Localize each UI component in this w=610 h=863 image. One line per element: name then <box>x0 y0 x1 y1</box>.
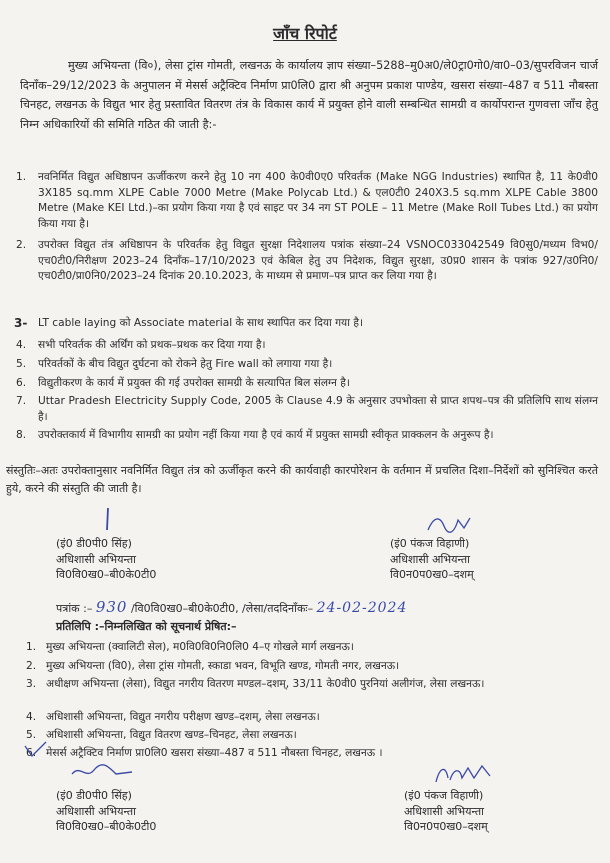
letter-date: 24-02-2024 <box>316 600 408 616</box>
signatory-division: वि0न0प0ख0–दशम् <box>404 820 488 833</box>
signatory-division: वि0वि0ख0–बी0के0टी0 <box>56 820 157 833</box>
signatory-name: (इं0 पंकज विहाणी) <box>390 537 470 550</box>
letter-number: 930 <box>95 598 128 616</box>
signature-block-bottom-left <box>56 788 156 835</box>
signatory-division: वि0न0प0ख0–दशम् <box>390 568 474 581</box>
intro-paragraph <box>20 56 598 134</box>
pen-tick-icon <box>22 740 48 760</box>
signatory-name: (इं0 डी0पी0 सिंह) <box>56 537 132 550</box>
signatory-name: (इं0 डी0पी0 सिंह) <box>56 789 132 802</box>
signature-scribble-icon <box>424 512 474 536</box>
signature-block-bottom-right <box>404 788 488 835</box>
signature-scribble-icon <box>68 762 138 782</box>
signatory-division: वि0वि0ख0–बी0के0टी0 <box>56 568 157 581</box>
signature-mark-bottom-left <box>68 762 138 786</box>
copy-heading: प्रतिलिपि :–निम्नलिखित को सूचनार्थ प्रेषित:– <box>56 620 237 633</box>
letter-middle: /वि0वि0ख0–बी0के0टी0, /लेसा/तददिनाँकः– <box>130 602 314 615</box>
list-item: 2. उपरोक्त विद्युत तंत्र अधिष्ठापन के परिवर्तक हेतु विद्युत सुरक्षा निदेशालय पत्रांक संख्या–24 VSNOC033042549 वि0सु0/मध्यम विभ0/एच0टी0/निरीक्षण 2023–24 दिनाँक–17/10/2023 एवं केबिल हेतु उप निदेशक, विद्युत सुरक्षा, उ0प्र0 शासन के पत्रांक 927/उ0नि0/एच0टी0/प्रा0नि0/2023–24 दिनांक 20.10.2023, के माध्यम से प्रमाण–पत्र प्राप्त कर लिया गया है। <box>16 239 598 282</box>
intro-text: मुख्य अभियन्ता (वि०), लेसा ट्रांस गोमती, लखनऊ के कार्यालय ज्ञाप संख्या–5288–मु0अ0/ले0ट्रा0गो0/वा0–03/सुपरविजन चार्ज दिनाँक–29/12/2023 के अनुपालन में मेसर्स अट्रैक्टिव निर्माण प्रा0लि0 द्वारा श्री अनुपम प्रकाश पाण्डेय, खसरा संख्या–487 व 511 नौबस्ता चिनहट, लखनऊ के विद्युत भार हेतु प्रस्तावित वितरण तंत्र के विकास कार्य में प्रयुक्त होने वाली सम्बन्धित सामग्री व कार्योपरान्त गुणवत्ता जाँच हेतु निम्न अधिकारियों की समिति गठित की जाती है:- <box>20 59 598 131</box>
tick-mark <box>22 740 48 764</box>
signature-mark <box>102 506 114 537</box>
signature-scribble-icon <box>432 762 496 786</box>
signatory-designation: अधिशासी अभियन्ता <box>390 552 471 566</box>
signatory-designation: अधिशासी अभियन्ता <box>56 804 137 818</box>
report-title: जाँच रिपोर्ट <box>273 24 337 43</box>
signature-mark-bottom-right <box>432 762 496 790</box>
signatory-name: (इं0 पंकज विहाणी) <box>404 789 484 802</box>
signatory-designation: अधिशासी अभियन्ता <box>404 804 485 818</box>
signatory-designation: अधिशासी अभियन्ता <box>56 552 137 566</box>
list-item: 1. नवनिर्मित विद्युत अधिष्ठापन ऊर्जीकरण करने हेतु 10 नग 400 के0वी0ए0 परिवर्तक (Make NGG Industries) स्थापित है, 11 के0वी0 3X185 sq.mm XLPE Cable 7000 Metre (Make Polycab Ltd.) & एल0टी0 240X3.5 sq.mm XLPE Cable 3800 Metre (Make KEI Ltd.)–का प्रयोग किया गया है एवं साइट पर 34 नग ST POLE – 11 Metre (Make Roll Tubes Ltd.) का प्रयोग किया गया है। <box>16 171 598 230</box>
signature-block-left <box>56 536 156 583</box>
signature-block-right <box>390 536 474 583</box>
signature-stroke-icon <box>102 506 114 532</box>
letter-prefix: पत्रांक :– <box>56 602 93 615</box>
letter-number-line <box>56 598 601 616</box>
recommendation: संस्तुतिः–अतः उपरोक्तानुसार नवनिर्मित विद्युत तंत्र को ऊर्जीकृत करने की कार्यवाही कारपोरेशन के वर्तमान में प्रचलित दिशा–निर्देशों को सुनिश्चित करते हुये, करने की संस्तुति की जाती है। <box>6 464 598 495</box>
document-page: जाँच रिपोर्ट मुख्य अभियन्ता (वि०), लेसा ट्रांस गोमती, लखनऊ के कार्यालय ज्ञाप संख्या–5288–मु0अ0/ले0ट्रा0गो0/वा0–03/सुपरविजन चार्ज दिनाँक–29/12/2023 के अनुपालन में मेसर्स अट्रैक्टिव निर्माण प्रा0लि0 द्वारा श्री अनुपम प्रकाश पाण्डेय, खसरा संख्या–487 व 511 नौबस्ता चिनहट, लखनऊ के विद्युत भार हेतु प्रस्तावित वितरण तंत्र के विकास कार्य में प्रयुक्त होने वाली सम्बन्धित सामग्री व कार्योपरान्त गुणवत्ता जाँच हेतु निम्न अधिकारियों की समिति गठित की जाती है:- 1. नवनिर्मित विद्युत अधिष्ठापन ऊर्जीकरण करने हेतु 10 नग 400 के0वी0ए0 परिवर्तक (Make NGG Industries) स्थापित है, 11 के0वी0 3X185 sq.mm XLPE Cable 7000 Metre (Make Polycab Ltd.) & एल0टी0 240X3.5 sq.mm XLPE Cable 3800 Metre (Make KEI Ltd.)–का प्रयोग किया गया है एवं साइट पर 34 नग ST POLE – 11 Metre (Make Roll Tubes Ltd.) का प्रयोग किया गया है। 2. उपरोक्त विद्युत तंत्र अधिष्ठापन के परिवर्तक हेतु विद्युत सुरक्षा निदेशालय पत्रांक संख्या–24 VSNOC033042549 वि0सु0/मध्यम विभ0/एच0टी0/निरीक्षण 2023–24 दिनाँक–17/10/2023 एवं केबिल हेतु उप निदेशक, विद्युत सुरक्षा, उ0प्र0 शासन के पत्रांक 927/उ0नि0/एच0टी0/प्रा0नि0/2023–24 दिनांक 20.10.2023, के माध्यम से प्रमाण–पत्र प्राप्त कर लिया गया है। 3- LT cable laying को Associate material के साथ स्थापित कर दिया गया है। 4. सभी परिवर्तक की अर्थिंग को प्रथक–प्रथक कर दिया गया है। 5. परिवर्तकों के बीच विद्युत दुर्घटना को रोकने हेतु Fire wall को लगाया गया है। 6. विद्युतीकरण के कार्य में प्रयुक्त की गई उपरोक्त सामग्री के सत्यापित बिल संलग्न है। 7. Uttar Pradesh Electricity Supply Code, 2005 के Clause 4.9 के अनुसार उपभोक्ता से प्राप्त शपथ–पत्र की प्रतिलिपि साथ संलग्न है। 8. उपरोक्तकार्य में विभागीय सामग्री का प्रयोग नहीं किया गया है एवं कार्य में प्रयुक्त सामग्री स्वीकृत प्राक्कलन के अनुरूप है। संस्तुतिः–अतः उपरोक्तानुसार नवनिर्मित विद्युत तंत्र को ऊर्जीकृत करने की कार्यवाही कारपोरेशन के वर्तमान में प्रचलित दिशा–निर्देशों को सुनिश्चित करते हुये, करने की संस्तुति की जाती है। (इं0 डी0पी0 सिंह) अधिशासी अभियन्ता वि0वि0ख0–बी0के0टी0 (इं0 पंकज विहाणी) अधिशासी अभियन्ता वि0न0प0ख0–दशम् पत्रांक :– 930 /वि0वि0ख0–बी0के0टी0, /लेसा/तददिनाँकः– 24-02-2024 प्रतिलिपि :–निम्नलिखित को सूचनार्थ प्रेषित:– 1. मुख्य अभियन्ता (क्वालिटी सेल), म0वि0वि0नि0लि0 4–ए गोखले मार्ग लखनऊ। 2. मुख्य अभियन्ता (वि0), लेसा ट्रांस गोमती, स्काडा भवन, विभूति खण्ड, गोमती नगर, लखनऊ। 3. अधीक्षण अभियन्ता (लेसा), विद्युत नगरीय वितरण मण्डल–दशम्, 33/11 के0वी0 पुरनियां अलीगंज, लेसा लखनऊ। 4. अधिशासी अभियन्ता, विद्युत नगरीय परीक्षण खण्ड–दशम्, लेसा लखनऊ। 5. अधिशासी अभियन्ता, विद्युत वितरण खण्ड–चिनहट, लेसा लखनऊ। 6. मेसर्स अट्रैक्टिव निर्माण प्रा0लि0 खसरा संख्या–487 व 511 नौबस्ता चिनहट, लखनऊ । (इं0 डी0पी0 सिंह) अधिशासी अभियन्ता वि0वि0ख0–बी0के0टी0 (इं0 पंकज विहाणी) अधिशासी अभियन्ता वि0न0प0ख0–दशम् <box>0 0 610 863</box>
